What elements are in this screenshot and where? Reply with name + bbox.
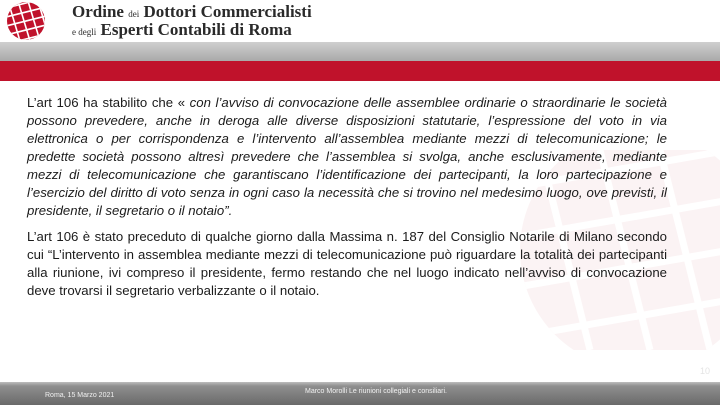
org-word-edegli: e degli xyxy=(72,27,97,37)
paragraph-art106-text xyxy=(27,94,667,220)
slide-content xyxy=(27,94,667,308)
header-red-band xyxy=(0,61,720,81)
paragraph-massima: L’art 106 è stato preceduto di qualche giorno dalla Massima n. 187 del Consiglio Notarile di Milano secondo cui “L’intervento in assemblea mediante mezzi di telecomunicazione può riguardare la totalità dei partecipanti alla riunione, ivi compreso il presidente, fermo restando che nel luogo indicato nell’avviso di convocazione deve trovarsi il segretario verbalizzante o il notaio. xyxy=(27,229,667,298)
footer-author: Marco Morolli Le riunioni collegiali e consiliari. xyxy=(305,388,448,395)
header-grey-band xyxy=(0,42,720,61)
header xyxy=(0,0,720,42)
org-name-line1 xyxy=(72,2,312,22)
org-word-dei: dei xyxy=(128,9,140,19)
org-word-ordine: Ordine xyxy=(72,2,124,21)
footer-date: Roma, 15 Marzo 2021 xyxy=(45,392,115,399)
paragraph-intro: L’art 106 ha stabilito che « xyxy=(27,95,190,110)
globe-logo-icon xyxy=(2,1,50,41)
org-word-esperti: Esperti Contabili di Roma xyxy=(100,20,292,39)
paragraph-quote: con l’avviso di convocazione delle assemblee ordinarie o straordinarie le società possono prevedere, anche in deroga alle diverse disposizioni statutarie, l’espressione del voto in via elettronica o per corrispondenza e l’intervento all’assemblea mediante mezzi di telecomunicazione; le predette società possono altresì prevedere che l’assemblea si svolga, anche esclusivamente, mediante mezzi di telecomunicazione che garantiscano l’identificazione dei partecipanti, la loro partecipazione e l’esercizio del diritto di voto senza in ogni caso la necessità che si trovino nel medesimo luogo, ove previsti, il presidente, il segretario o il notaio”. xyxy=(27,95,667,218)
page-number: 10 xyxy=(700,366,711,376)
org-name-line2 xyxy=(72,20,292,40)
footer xyxy=(0,382,720,405)
org-word-dottori: Dottori Commercialisti xyxy=(143,2,312,21)
